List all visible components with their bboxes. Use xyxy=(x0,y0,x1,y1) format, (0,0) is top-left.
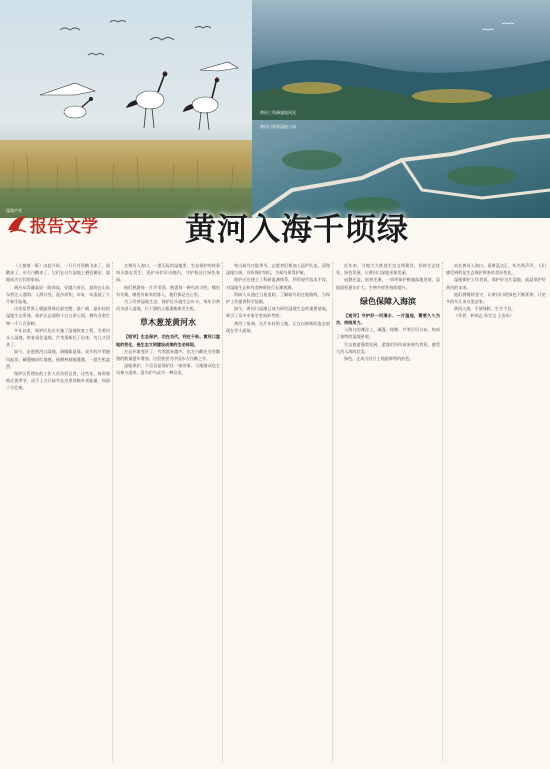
article-column-3 xyxy=(226,262,330,762)
report-literature-logo-icon xyxy=(6,214,28,234)
paragraph: 在黄河入海口，一望无际的湿地里，生态保护的故事每天都在发生。巡护员们早出晚归，守护着这片绿色家园。 xyxy=(116,263,220,283)
reeds-caption: 湿地芦苇 xyxy=(6,208,22,213)
paragraph: 保护区还建立了科研监测体系，利用现代技术手段，对湿地生态和鸟类种群进行长期观测。 xyxy=(226,277,330,290)
bird-flock-icon xyxy=(482,23,514,30)
paragraph: 这里是世界上暖温带保存最完整、最广阔、最年轻的湿地生态系统。保护区总面积十五万余公顷，拥有各类生物一千六百余种。 xyxy=(6,306,110,326)
paragraph: 如今，走进黄河口湿地，满眼都是绿。成片的芦苇随风起伏，碱蓬铺成红地毯，柽柳林郁郁葱葱，一派生机盎然。 xyxy=(6,349,110,369)
article-column-1 xyxy=(6,262,110,762)
byline: （作者：仲伟志 孙学文 王安东） xyxy=(454,313,514,319)
article-column-2 xyxy=(116,262,220,762)
paragraph: 每当候鸟迁徙季节，志愿者们便加入巡护队伍，清理湿地垃圾，宣传保护知识，为候鸟保驾护航。 xyxy=(226,263,330,276)
paragraph: 黄河入海，千顷绿野，生生不息。 xyxy=(454,306,516,312)
paragraph: 黄河三角洲，这片年轻的土地，正在以崭新的姿态展现在世人面前。 xyxy=(226,320,330,333)
paragraph: 入海口的滩涂上，碱蓬、柽柳、芦苇层层分布，构成了独特的湿地景观。 xyxy=(336,327,440,340)
paragraph: （上接第一版）由此开始，一只只丹顶鹤飞来了，黑鹳来了，东方白鹳来了。它们在这片湿地上栖息繁衍，湿地成为它们的家园。 xyxy=(6,263,110,283)
page-headline: 黄河入海千顷绿 xyxy=(185,212,409,248)
column-divider xyxy=(332,262,333,762)
paragraph: 近年来，当地大力推进生态文明建设，坚持生态优先、绿色发展，让黄河口湿地更加美丽。 xyxy=(336,263,440,276)
marsh-photo xyxy=(252,0,550,120)
paragraph: 湿地保护，不仅仅是保护区一家的事。当地群众也主动参与进来，爱鸟护鸟成为一种自觉。 xyxy=(116,363,220,376)
paragraph: 绿色，正成为这片土地最鲜明的底色。 xyxy=(344,356,414,362)
marsh-caption: 黄河三角洲湿地风光 xyxy=(260,110,296,115)
paragraph: 退耕还湿、退养还滩，一项项保护措施落地见效，湿地面积逐年扩大，生物多样性持续提升。 xyxy=(336,277,440,290)
paragraph: 生态旅游蓬勃发展，游客们纷纷前来观鸟赏景，感受大河入海的壮美。 xyxy=(336,341,440,354)
paragraph: 为了改善湿地生态，保护区实施生态补水，每年引黄河水进入湿地，让干涸的土地重新焕发生机。 xyxy=(116,299,220,312)
paragraph: 生态环境变好了，鸟类越来越多。东方白鹳在这里繁殖的数量逐年增加，这里被誉为中国东方白鹳之乡。 xyxy=(116,348,220,362)
paragraph: 他们将继续坚守，让黄河口的绿色不断延伸，让更多的鸟儿来这里安家。 xyxy=(446,291,546,305)
column-divider xyxy=(442,262,443,762)
paragraph: 湿地保护工作者说，保护好这片湿地，就是保护好黄河的未来。 xyxy=(446,277,546,290)
paragraph: 站在黄河入海口，看黄蓝交汇，听鸟鸣声声，人们感受到的是生态保护带来的美好变化。 xyxy=(446,263,546,276)
article-column-5 xyxy=(446,262,546,762)
paragraph: 科研人员通过卫星追踪，了解候鸟的迁徙路线，为保护工作提供科学依据。 xyxy=(226,291,330,305)
subheading: 草木葱茏黄河水 xyxy=(140,317,196,328)
paragraph: 如今，黄河口湿地已成为研究湿地生态的重要基地，吸引了众多专家学者前来考察。 xyxy=(226,306,330,319)
column-divider xyxy=(222,262,223,762)
commentary-note: 【短评】生态保护，功在当代，利在千秋。黄河口湿地的变化，是生态文明建设成果的生动体现。 xyxy=(116,334,220,347)
column-divider xyxy=(112,262,113,762)
section-logo xyxy=(2,211,98,237)
subheading: 绿色保障入海滨 xyxy=(360,295,416,306)
article-column-4 xyxy=(336,262,440,762)
paragraph: 黄河从青藏高原一路奔流，穿越九省区，最终在山东东营注入渤海。入海口处，泥沙淤积，年复一年造就了大片新生陆地。 xyxy=(6,284,110,305)
paragraph: 保护区管理站的工作人员告诉记者，这些年，每到春秋迁徙季节，成千上万只候鸟在这里停歇补充能量，场面十分壮观。 xyxy=(6,371,110,391)
paragraph: 他们熟悉每一片芦苇荡，熟悉每一种鸟的习性。哪里有鸟巢，哪里有新来的客人，他们都记在心里。 xyxy=(116,284,220,297)
section-label: 报告文学 xyxy=(30,217,98,237)
boardwalk-caption: 黄河口国家湿地公园 xyxy=(260,124,296,129)
commentary-note: 【短评】守护好一河清水、一片湿地，需要久久为功，持续用力。 xyxy=(336,312,440,326)
photo-collage xyxy=(0,0,550,218)
paragraph: 多年以来，保护区先后实施了湿地恢复工程，引黄河水入湿地，恢复退化湿地，芦苇重新长了出来，鸟儿又回来了。 xyxy=(6,327,110,348)
